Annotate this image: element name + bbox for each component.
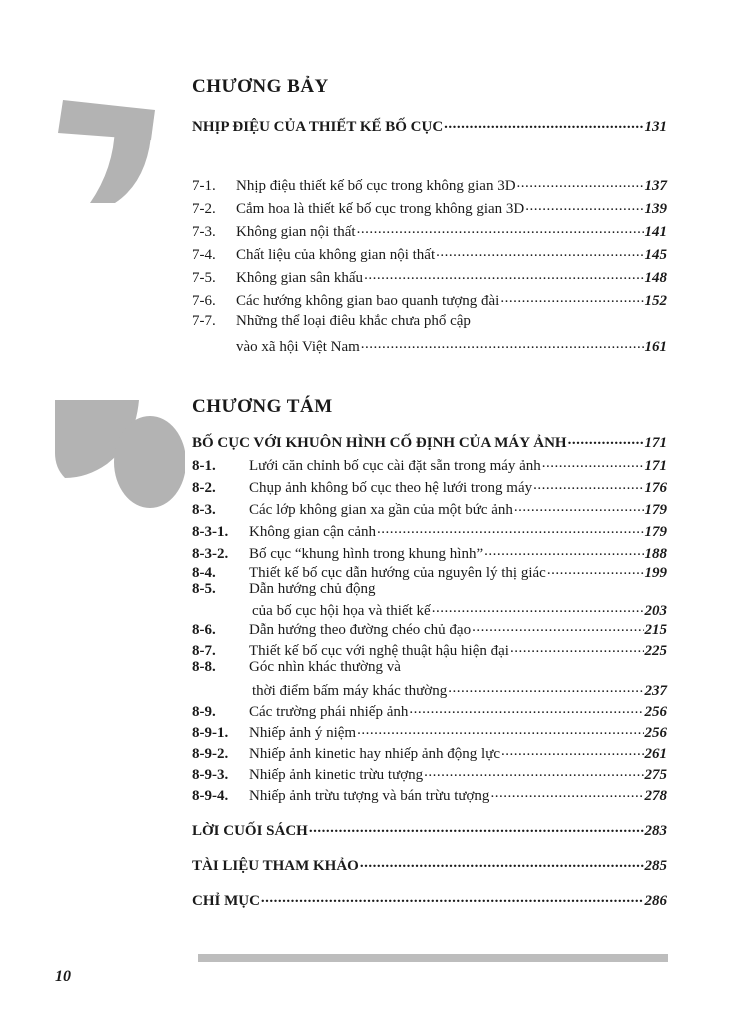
toc-entry: [192, 521, 667, 541]
toc-entry: [192, 198, 667, 218]
leader-dots: [568, 432, 644, 447]
leader-dots: [501, 743, 644, 758]
chapter-seven-heading: [192, 116, 667, 136]
toc-entry-number: 8-4.: [192, 565, 216, 581]
leader-dots: [517, 175, 644, 190]
end-section-page: 286: [644, 893, 667, 909]
toc-entry: [192, 175, 667, 195]
leader-dots: [542, 455, 644, 470]
toc-entry-number: 7-1.: [192, 178, 216, 194]
toc-entry-title: Không gian cận cảnh: [249, 524, 377, 540]
toc-entry: [192, 477, 667, 497]
toc-entry-page: 152: [644, 293, 667, 309]
leader-dots: [436, 244, 643, 259]
toc-entry: [192, 743, 667, 763]
toc-entry: [192, 640, 667, 660]
leader-dots: [360, 855, 644, 870]
leader-dots: [364, 267, 643, 282]
toc-entry-title: của bố cục hội họa và thiết kế: [252, 603, 431, 619]
toc-entry-number: 8-9-2.: [192, 746, 229, 762]
toc-entry-number: 8-5.: [192, 581, 216, 597]
end-section-entry: [192, 820, 667, 840]
end-section-entry: [192, 890, 667, 910]
toc-entry-title: Các trường phái nhiếp ảnh: [249, 704, 409, 720]
toc-entry-title: Nhiếp ảnh ý niệm: [249, 725, 357, 741]
toc-entry-title: Dẫn hướng theo đường chéo chủ đạo: [249, 622, 472, 638]
toc-entry: [192, 313, 667, 330]
toc-entry: [192, 619, 667, 639]
toc-entry-page: 256: [644, 725, 667, 741]
toc-entry-page: 237: [644, 683, 667, 699]
leader-dots: [357, 221, 644, 236]
heading-title: NHỊP ĐIỆU CỦA THIẾT KẾ BỐ CỤC: [192, 119, 444, 135]
toc-entry-title: Cắm hoa là thiết kế bố cục trong không gian 3D: [236, 201, 525, 217]
heading-page: 131: [644, 119, 667, 135]
toc-entry-title: Thiết kế bố cục với nghệ thuật hậu hiện đại: [249, 643, 509, 659]
toc-entry-page: 141: [644, 224, 667, 240]
toc-entry: [252, 600, 667, 620]
toc-entry-title: Bố cục “khung hình trong khung hình”: [249, 546, 484, 562]
toc-entry-page: 161: [644, 339, 667, 355]
toc-entry-title: Nhiếp ảnh trừu tượng và bán trừu tượng: [249, 788, 490, 804]
footer-bar: [198, 954, 668, 962]
heading-page: 171: [644, 435, 667, 451]
toc-entry-number: 7-7.: [192, 313, 216, 329]
leader-dots: [547, 562, 644, 577]
leader-dots: [377, 521, 643, 536]
toc-entry-page: 275: [644, 767, 667, 783]
toc-entry-title: thời điểm bấm máy khác thường: [252, 683, 448, 699]
toc-entry-number: 8-9.: [192, 704, 216, 720]
toc-entry-page: 199: [644, 565, 667, 581]
toc-entry-number: 8-2.: [192, 480, 216, 496]
end-section-title: CHỈ MỤC: [192, 893, 260, 909]
toc-entry: [192, 267, 667, 287]
toc-entry-number: 8-6.: [192, 622, 216, 638]
toc-entry: [192, 499, 667, 519]
toc-entry: [252, 680, 667, 700]
toc-entry-page: 148: [644, 270, 667, 286]
toc-entry: [192, 221, 667, 241]
end-section-page: 283: [644, 823, 667, 839]
toc-entry-page: 179: [644, 502, 667, 518]
toc-entry-title: Chất liệu của không gian nội thất: [236, 247, 436, 263]
toc-entry-number: 8-9-3.: [192, 767, 229, 783]
toc-entry-page: 139: [644, 201, 667, 217]
toc-entry-page: 145: [644, 247, 667, 263]
chapter-eight-heading: [192, 432, 667, 452]
toc-entry-title: Không gian nội thất: [236, 224, 356, 240]
end-section-page: 285: [644, 858, 667, 874]
chapter-seven-title: CHƯƠNG BẢY: [192, 76, 329, 97]
leader-dots: [500, 290, 643, 305]
end-section-title: LỜI CUỐI SÁCH: [192, 823, 308, 839]
toc-entry-page: 278: [644, 788, 667, 804]
toc-entry-page: 179: [644, 524, 667, 540]
toc-entry-number: 8-9-1.: [192, 725, 229, 741]
toc-entry-page: 171: [644, 458, 667, 474]
toc-entry-number: 7-3.: [192, 224, 216, 240]
toc-entry-title: Chụp ảnh không bố cục theo hệ lưới trong máy: [249, 480, 533, 496]
toc-entry-number: 7-4.: [192, 247, 216, 263]
leader-dots: [357, 722, 643, 737]
toc-entry-number: 7-2.: [192, 201, 216, 217]
toc-entry-number: 8-8.: [192, 659, 216, 675]
chapter-eight-decoration: [55, 398, 185, 510]
toc-entry: [192, 764, 667, 784]
chapter-seven-decoration: [55, 95, 165, 205]
toc-entry: [192, 455, 667, 475]
end-section-entry: [192, 855, 667, 875]
leader-dots: [424, 764, 643, 779]
leader-dots: [510, 640, 644, 655]
toc-entry-title: Góc nhìn khác thường và: [249, 659, 401, 675]
toc-entry: [192, 244, 667, 264]
leader-dots: [361, 336, 644, 351]
heading-title: BỐ CỤC VỚI KHUÔN HÌNH CỐ ĐỊNH CỦA MÁY ẢNH: [192, 435, 567, 451]
leader-dots: [514, 499, 644, 514]
leader-dots: [472, 619, 643, 634]
leader-dots: [448, 680, 643, 695]
toc-entry-title: Những thể loại điêu khắc chưa phổ cập: [236, 313, 471, 329]
toc-entry-number: 8-9-4.: [192, 788, 229, 804]
toc-entry-title: Nhịp điệu thiết kế bố cục trong không gian 3D: [236, 178, 516, 194]
toc-entry-number: 8-7.: [192, 643, 216, 659]
toc-entry-page: 203: [644, 603, 667, 619]
leader-dots: [484, 543, 643, 558]
toc-entry-number: 8-3-2.: [192, 546, 229, 562]
toc-entry-number: 7-5.: [192, 270, 216, 286]
toc-entry-title: Nhiếp ảnh kinetic trừu tượng: [249, 767, 424, 783]
page-number: 10: [55, 968, 71, 985]
toc-entry-title: Dẫn hướng chủ động: [249, 581, 376, 597]
toc-entry: [192, 701, 667, 721]
toc-entry: [192, 290, 667, 310]
toc-entry-title: Các hướng không gian bao quanh tượng đài: [236, 293, 500, 309]
leader-dots: [533, 477, 643, 492]
toc-entry-number: 8-1.: [192, 458, 216, 474]
toc-entry-page: 176: [644, 480, 667, 496]
toc-entry-number: 7-6.: [192, 293, 216, 309]
leader-dots: [525, 198, 643, 213]
toc-entry-page: 188: [644, 546, 667, 562]
toc-entry-number: 8-3-1.: [192, 524, 229, 540]
toc-entry-page: 137: [644, 178, 667, 194]
toc-entry: [192, 659, 667, 676]
toc-entry: [192, 562, 667, 582]
leader-dots: [444, 116, 643, 131]
toc-entry-title: vào xã hội Việt Nam: [236, 339, 360, 355]
leader-dots: [432, 600, 644, 615]
toc-entry-page: 261: [644, 746, 667, 762]
toc-entry-number: 8-3.: [192, 502, 216, 518]
toc-entry-title: Lưới căn chỉnh bố cục cài đặt sẵn trong máy ảnh: [249, 458, 541, 474]
toc-entry-title: Các lớp không gian xa gần của một bức ảnh: [249, 502, 513, 518]
toc-entry: [192, 722, 667, 742]
chapter-eight-title: CHƯƠNG TÁM: [192, 396, 333, 417]
toc-entry-page: 256: [644, 704, 667, 720]
leader-dots: [490, 785, 643, 800]
end-section-title: TÀI LIỆU THAM KHẢO: [192, 858, 359, 874]
toc-entry-title: Không gian sân khấu: [236, 270, 364, 286]
toc-entry: [192, 581, 667, 598]
leader-dots: [409, 701, 643, 716]
toc-entry-title: Thiết kế bố cục dẫn hướng của nguyên lý thị giác: [249, 565, 546, 581]
toc-entry-page: 225: [644, 643, 667, 659]
toc-entry: [192, 785, 667, 805]
leader-dots: [309, 820, 644, 835]
leader-dots: [261, 890, 644, 905]
toc-entry-title: Nhiếp ảnh kinetic hay nhiếp ảnh động lực: [249, 746, 500, 762]
toc-entry-page: 215: [644, 622, 667, 638]
toc-entry-continuation: [236, 336, 667, 356]
toc-entry: [192, 543, 667, 563]
